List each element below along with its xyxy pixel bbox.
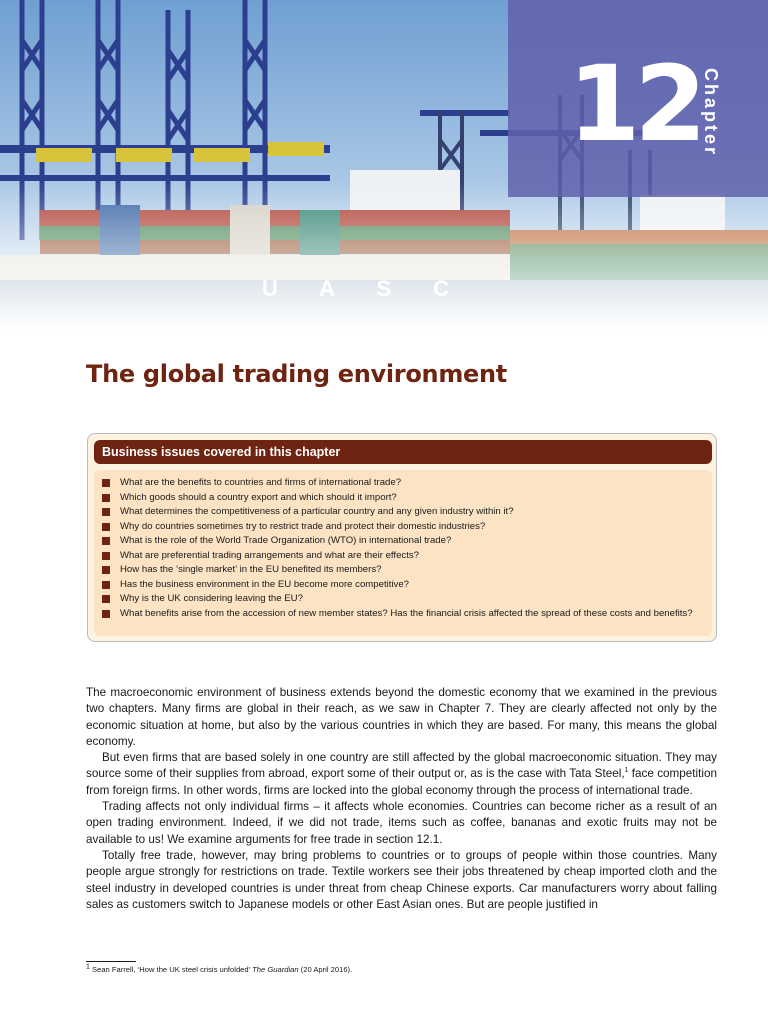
paragraph-text: But even firms that are based solely in one country are still affected by the global macroeconomic situation. They may source some of their supplies from abroad, export some of their output or, as is the case with Tata Steel, <box>86 751 717 781</box>
square-bullet-icon <box>102 581 110 589</box>
issue-text: What determines the competitiveness of a particular country and any given industry within it? <box>120 506 514 517</box>
issue-text: What benefits arise from the accession of new member states? Has the financial crisis affected the spread of these costs and benefits? <box>120 607 693 619</box>
body-text <box>86 685 717 913</box>
footnote-reference[interactable]: 1 <box>624 767 629 775</box>
chapter-title: The global trading environment <box>86 360 507 388</box>
business-issues-box <box>87 433 717 642</box>
list-item <box>102 534 698 549</box>
list-item <box>102 491 698 506</box>
paragraph: Trading affects not only individual firms – it affects whole economies. Countries can become richer as a result of an open trading environment. Indeed, if we did not trade, items such as coffee, bananas and exotic fruits may not be available to us! We examine arguments for free trade in section 12.1. <box>86 800 717 846</box>
paragraph: Totally free trade, however, may bring problems to countries or to groups of people within those countries. Many people argue strongly for restrictions on trade. Textile workers see their jobs threatened by cheap imported cloth and the steel industry in developed countries is under threat from cheap Chinese exports. Car manufacturers worry about falling sales as customers switch to Japanese models or other East Asian ones. But are people justified in <box>86 848 717 911</box>
issue-text: Which goods should a country export and which should it import? <box>120 491 397 503</box>
issue-text: Why do countries sometimes try to restrict trade and protect their domestic industries? <box>120 520 486 532</box>
issue-text: Has the business environment in the EU become more competitive? <box>120 578 410 590</box>
issue-text: What are preferential trading arrangements and what are their effects? <box>120 549 419 561</box>
footnote-text: (20 April 2016). <box>298 965 353 974</box>
square-bullet-icon <box>102 552 110 560</box>
square-bullet-icon <box>102 566 110 574</box>
issue-text: What is the role of the World Trade Organization (WTO) in international trade? <box>120 535 452 546</box>
paragraph-text: face competition from foreign firms. In other words, firms are locked into the global economy through the process of international trade. <box>86 767 717 797</box>
list-item <box>102 476 698 491</box>
list-item <box>102 578 698 593</box>
footnote-source: The Guardian <box>252 965 299 974</box>
paragraph <box>86 750 717 799</box>
issue-text: Why is the UK considering leaving the EU? <box>120 593 303 604</box>
list-item <box>102 505 698 520</box>
square-bullet-icon <box>102 479 110 487</box>
square-bullet-icon <box>102 508 110 516</box>
square-bullet-icon <box>102 523 110 531</box>
list-item <box>102 549 698 564</box>
footnote-text: Sean Farrell, ‘How the UK steel crisis unfolded’ <box>92 965 253 974</box>
square-bullet-icon <box>102 610 110 618</box>
paragraph: The macroeconomic environment of business extends beyond the domestic economy that we examined in the previous two chapters. Many firms are global in their reach, as we saw in Chapter 7. They are clearly affected not only by the economic situation at home, but also by the various countries in which they are based. For many, this means the global economy. <box>86 686 717 748</box>
list-item <box>102 607 698 622</box>
footnote-number: 1 <box>86 963 90 971</box>
footnote-divider <box>86 961 136 962</box>
business-issues-header: Business issues covered in this chapter <box>94 440 712 464</box>
chapter-number: 12 <box>568 43 701 165</box>
chapter-label: Chapter <box>701 68 721 158</box>
list-item <box>102 520 698 535</box>
list-item <box>102 592 698 607</box>
footnote <box>86 965 352 974</box>
issue-text: How has the ‘single market’ in the EU benefited its members? <box>120 564 382 575</box>
square-bullet-icon <box>102 537 110 545</box>
business-issues-list <box>102 476 698 621</box>
square-bullet-icon <box>102 494 110 502</box>
issue-text: What are the benefits to countries and firms of international trade? <box>120 477 402 488</box>
list-item <box>102 563 698 578</box>
square-bullet-icon <box>102 595 110 603</box>
business-issues-panel <box>94 470 712 636</box>
